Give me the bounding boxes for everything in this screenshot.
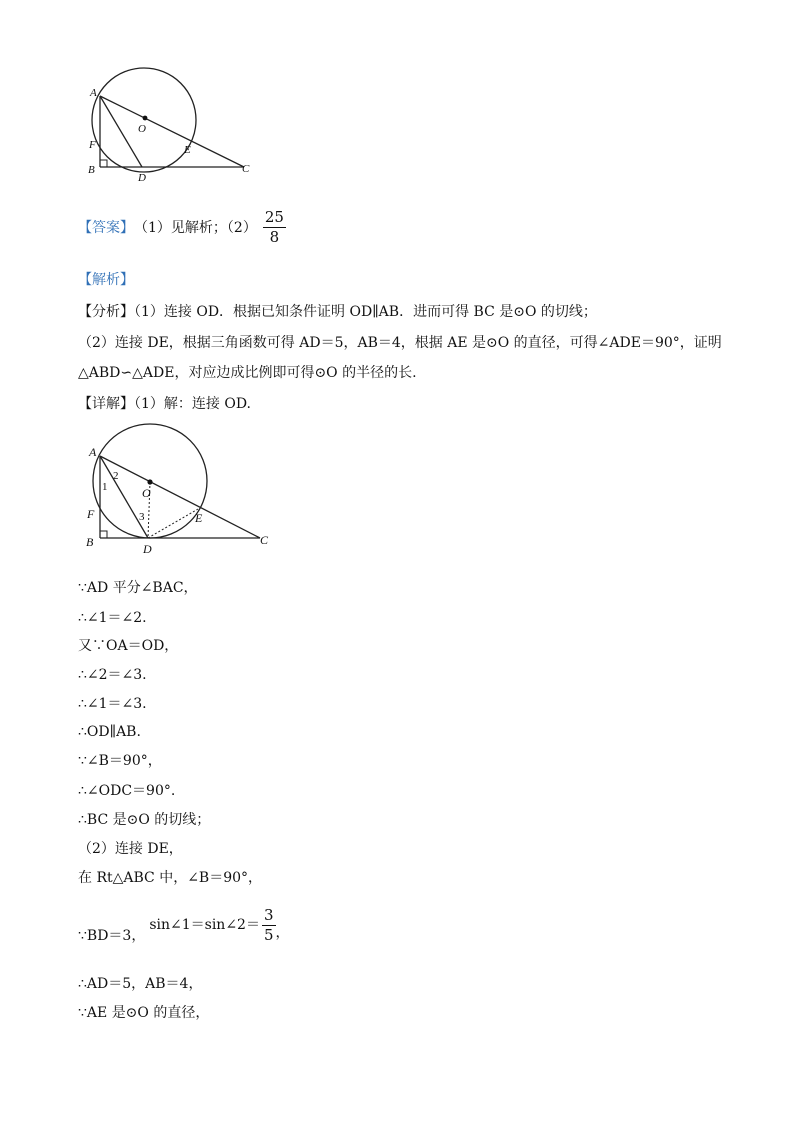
label-f: F bbox=[89, 139, 96, 151]
sin-suffix: ， bbox=[275, 925, 290, 941]
sin-fraction bbox=[262, 907, 276, 944]
center-dot bbox=[143, 116, 148, 121]
proof2-line-1: ∴AD＝5，AB＝4， bbox=[78, 976, 203, 992]
angle-label-2: 2 bbox=[113, 470, 119, 482]
sin-expr: sin∠1＝sin∠2＝ bbox=[149, 917, 260, 933]
sin-line bbox=[78, 904, 290, 946]
proof2-line-2: ∵AE 是⊙O 的直径， bbox=[78, 1005, 210, 1021]
sin-frac-den: 5 bbox=[263, 925, 274, 944]
right-angle-mark bbox=[100, 160, 107, 167]
analysis-line-3: △ABD∽△ADE，对应边成比例即可得⊙O 的半径的长. bbox=[78, 365, 417, 381]
proof-line-11: 在 Rt△ABC 中，∠B＝90°， bbox=[78, 870, 263, 886]
answer-frac-num: 25 bbox=[264, 208, 284, 226]
answer-part1: （1）见解析；（2） bbox=[134, 219, 257, 236]
answer-tag: 【答案】 bbox=[78, 219, 134, 236]
proof-line-3: 又∵OA＝OD， bbox=[78, 638, 179, 654]
sin-frac-num: 3 bbox=[263, 905, 274, 924]
analysis-line-1: 【分析】（1）连接 OD．根据已知条件证明 OD∥AB．进而可得 BC 是⊙O 的切线； bbox=[78, 304, 597, 320]
angle-label-3: 3 bbox=[139, 511, 145, 523]
label-o-2: O bbox=[142, 486, 151, 500]
answer-line bbox=[78, 209, 286, 246]
right-angle-mark-2 bbox=[100, 531, 107, 538]
proof-line-10: （2）连接 DE， bbox=[78, 841, 183, 857]
center-dot-2 bbox=[147, 479, 152, 484]
analysis-tag: 【解析】 bbox=[78, 272, 134, 288]
detail-line-1: 【详解】（1）解：连接 OD. bbox=[78, 396, 252, 412]
proof-line-5: ∴∠1＝∠3. bbox=[78, 696, 147, 712]
label-c-2: C bbox=[260, 533, 269, 547]
proof-line-7: ∵∠B＝90°， bbox=[78, 753, 162, 769]
proof-line-1: ∵AD 平分∠BAC， bbox=[78, 580, 198, 596]
label-e-2: E bbox=[195, 511, 203, 525]
label-b-2: B bbox=[86, 535, 94, 549]
label-f-2: F bbox=[87, 507, 95, 521]
figure-1 bbox=[80, 60, 270, 190]
sin-prefix: ∵BD＝3， bbox=[78, 928, 146, 944]
label-o: O bbox=[138, 123, 146, 135]
label-c: C bbox=[242, 163, 250, 175]
answer-frac-den: 8 bbox=[269, 228, 280, 246]
label-a-2: A bbox=[89, 445, 97, 459]
label-e: E bbox=[184, 144, 191, 156]
proof-line-8: ∴∠ODC＝90°. bbox=[78, 783, 176, 799]
label-a: A bbox=[90, 87, 97, 99]
label-b: B bbox=[88, 164, 95, 176]
proof-line-2: ∴∠1＝∠2. bbox=[78, 610, 147, 626]
proof-line-4: ∴∠2＝∠3. bbox=[78, 667, 147, 683]
angle-label-1: 1 bbox=[102, 481, 108, 493]
proof-line-9: ∴BC 是⊙O 的切线； bbox=[78, 812, 211, 828]
label-d: D bbox=[138, 172, 146, 184]
answer-fraction bbox=[263, 209, 286, 246]
proof-line-6: ∴OD∥AB. bbox=[78, 724, 141, 740]
figure-2 bbox=[80, 420, 280, 555]
analysis-line-2: （2）连接 DE，根据三角函数可得 AD＝5，AB＝4，根据 AE 是⊙O 的直径，可得∠ADE＝90°，证明 bbox=[78, 335, 722, 351]
label-d-2: D bbox=[143, 542, 152, 555]
